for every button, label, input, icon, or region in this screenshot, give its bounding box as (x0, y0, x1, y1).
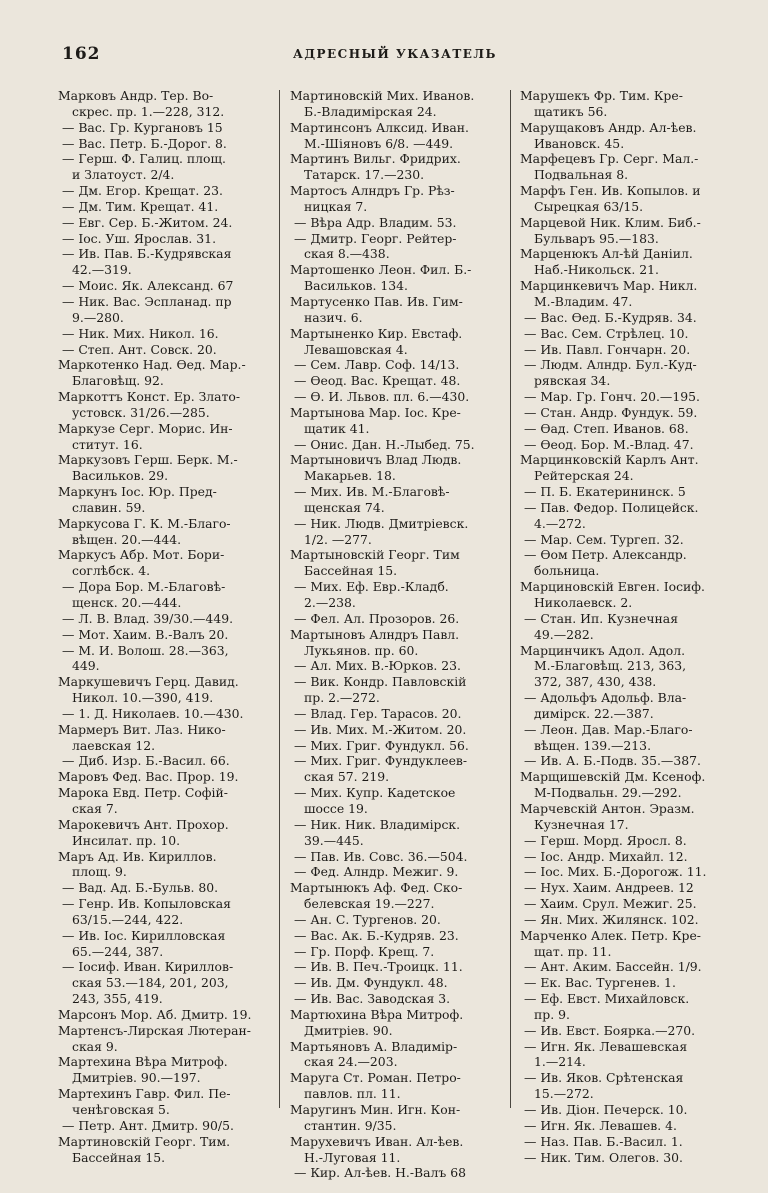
directory-entry-continuation: пр. 2.—272. (304, 690, 380, 706)
directory-entry-continuation: ницкая 7. (304, 198, 368, 214)
directory-entry: Мартюхина Вѣра Митроф. (290, 1006, 464, 1022)
directory-entry-continuation: вѣщен. 139.—213. (534, 737, 652, 753)
directory-entry: Маркунъ Іос. Юр. Пред- (58, 484, 217, 500)
directory-subentry: — 1. Д. Николаев. 10.—430. (62, 705, 244, 721)
directory-subentry: — Вад. Ад. Б.-Бульв. 80. (62, 880, 219, 896)
directory-entry-continuation: М.-Благовѣщ. 213, 363, (534, 658, 687, 674)
directory-entry: Маркузовъ Герш. Берк. М.- (58, 452, 238, 468)
directory-entry: Мартошенко Леон. Фил. Б.- (290, 262, 472, 278)
directory-entry-continuation: 1.—214. (534, 1054, 586, 1070)
directory-entry-continuation: 449. (72, 658, 100, 674)
directory-entry: Мармеръ Вит. Лаз. Нико- (58, 721, 226, 737)
directory-entry-continuation: Васильков. 134. (304, 278, 408, 294)
directory-subentry: — Хаим. Срул. Межиг. 25. (524, 896, 697, 912)
directory-subentry: — Ан. С. Тургенов. 20. (294, 911, 441, 927)
directory-subentry: — Кир. Ал-ѣев. Н.-Валъ 68 (294, 1165, 466, 1181)
directory-entry-continuation: Макарьев. 18. (304, 468, 396, 484)
directory-entry: Маркотенко Над. Өед. Мар.- (58, 357, 246, 373)
directory-subentry: — Леон. Дав. Мар.-Благо- (524, 721, 693, 737)
directory-entry: Марокевичъ Ант. Прохор. (58, 816, 229, 832)
directory-subentry: — Вѣра Адр. Владим. 53. (294, 214, 457, 230)
directory-subentry: — Өеод. Бор. М.-Влад. 47. (524, 436, 694, 452)
directory-subentry: — Мих. Григ. Фундуклеев- (294, 753, 468, 769)
directory-subentry: — Л. В. Влад. 39/30.—449. (62, 610, 234, 626)
directory-subentry: — Вас. Өед. Б.-Кудряв. 34. (524, 309, 697, 325)
directory-entry-continuation: 9.—280. (72, 309, 124, 325)
directory-entry-continuation: ская 9. (72, 1038, 118, 1054)
directory-subentry: — Ив. В. Печ.-Троицк. 11. (294, 959, 463, 975)
directory-subentry: — Ив. А. Б.-Подв. 35.—387. (524, 753, 701, 769)
directory-subentry: — Ник. Вас. Эспланад. пр (62, 293, 232, 309)
directory-subentry: — Ив. Вас. Заводская 3. (294, 991, 451, 1007)
directory-entry: Марцинчикъ Адол. Адол. (520, 642, 686, 658)
directory-entry: Марцинковскій Карлъ Ант. (520, 452, 699, 468)
directory-subentry: — Евг. Сер. Б.-Житом. 24. (62, 214, 233, 230)
directory-entry: Маругинъ Мин. Игн. Кон- (290, 1102, 461, 1117)
directory-subentry: — Ник. Людв. Дмитріевск. (294, 515, 469, 531)
directory-subentry: — Ал. Мих. В.-Юрков. 23. (294, 658, 461, 674)
directory-entry-continuation: Благовѣщ. 92. (72, 373, 164, 389)
directory-entry-continuation: ская 24.—203. (304, 1054, 398, 1070)
directory-subentry: — Сем. Лавр. Соф. 14/13. (294, 357, 460, 373)
directory-subentry: — Дм. Егор. Крещат. 23. (62, 183, 223, 199)
directory-subentry: — Ив. Іос. Кирилловская (62, 927, 226, 943)
directory-subentry: — Ив. Мих. М.-Житом. 20. (294, 721, 467, 737)
directory-subentry: — Өеод. Вас. Крещат. 48. (294, 373, 461, 389)
directory-subentry: — Дмитр. Георг. Рейтер- (294, 230, 457, 246)
directory-entry: Мартиновскій Мих. Иванов. (290, 88, 475, 103)
directory-columns (58, 88, 738, 1181)
directory-entry-continuation: Дмитріев. 90. (304, 1022, 393, 1038)
directory-subentry: — Ө. И. Львов. пл. 6.—430. (294, 389, 470, 405)
directory-entry-continuation: Николаевск. 2. (534, 595, 633, 610)
directory-subentry: — Пав. Федор. Полицейск. (524, 499, 699, 515)
directory-entry-continuation: больница. (534, 563, 600, 579)
directory-entry-continuation: вѣщен. 20.—444. (72, 531, 182, 547)
directory-entry-continuation: назич. 6. (304, 309, 363, 325)
directory-entry-continuation: и Златоуст. 2/4. (72, 167, 175, 183)
column-3 (520, 88, 732, 1165)
directory-subentry: — Фел. Ал. Прозоров. 26. (294, 610, 460, 626)
directory-entry-continuation: 39.—445. (304, 832, 364, 848)
directory-subentry: — Фед. Алндр. Межиг. 9. (294, 864, 459, 880)
directory-subentry: — Мих. Еф. Евр.-Кладб. (294, 579, 449, 595)
directory-subentry: — Мар. Сем. Тургеп. 32. (524, 531, 684, 547)
directory-subentry: — Іос. Андр. Михайл. 12. (524, 848, 688, 864)
directory-entry-continuation: щатикъ 56. (534, 103, 608, 119)
directory-subentry: — Ант. Аким. Бассейн. 1/9. (524, 959, 702, 975)
directory-subentry: — Людм. Алндр. Бул.-Куд- (524, 357, 697, 373)
directory-subentry: — Ив. Павл. Гончарн. 20. (524, 341, 691, 357)
directory-entry: Маруга Ст. Роман. Петро- (290, 1070, 461, 1086)
directory-subentry: — Мих. Купр. Кадетское (294, 785, 456, 801)
directory-entry-continuation: щенск. 20.—444. (72, 595, 182, 610)
directory-subentry: — Дора Бор. М.-Благовѣ- (62, 579, 226, 595)
directory-entry-continuation: соглѣбск. 4. (72, 563, 151, 579)
directory-entry: Марщишевскій Дм. Ксеноф. (520, 769, 706, 785)
directory-entry: Мартыненко Кир. Евстаф. (290, 325, 463, 341)
directory-subentry: — П. Б. Екатерининск. 5 (524, 484, 686, 500)
directory-entry-continuation: 63/15.—244, 422. (72, 911, 184, 927)
directory-entry: Мартыновъ Алндръ Павл. (290, 626, 460, 642)
directory-subentry: — Вас. Сем. Стрѣлец. 10. (524, 325, 689, 341)
directory-entry-continuation: ская 53.—184, 201, 203, (72, 975, 229, 991)
directory-entry-continuation: Кузнечная 17. (534, 816, 629, 832)
directory-entry-continuation: шоссе 19. (304, 800, 368, 816)
directory-entry-continuation: Н.-Луговая 11. (304, 1149, 401, 1165)
directory-entry: Маркоттъ Конст. Ер. Злато- (58, 389, 241, 405)
directory-entry: Марценюкъ Ал-ѣй Данiил. (520, 246, 693, 262)
directory-entry: Марфъ Ген. Ив. Копылов. и (520, 183, 701, 199)
directory-entry-continuation: Васильков. 29. (72, 468, 169, 484)
directory-entry-continuation: лаевская 12. (72, 737, 156, 753)
directory-entry-continuation: ская 8.—438. (304, 246, 390, 262)
directory-entry: Мартехинъ Гавр. Фил. Пе- (58, 1086, 231, 1102)
directory-entry-continuation: 2.—238. (304, 595, 356, 610)
directory-subentry: — Мих. Ив. М.-Благовѣ- (294, 484, 450, 500)
directory-entry-continuation: павлов. пл. 11. (304, 1086, 401, 1102)
directory-subentry: — Ек. Вас. Тургенев. 1. (524, 975, 676, 991)
directory-subentry: — Нух. Хаим. Андреев. 12 (524, 880, 694, 896)
directory-entry: Марцевой Ник. Клим. Биб.- (520, 214, 701, 230)
directory-entry-continuation: белевская 19.—227. (304, 896, 435, 912)
directory-subentry: — Герш. Морд. Яросл. 8. (524, 832, 687, 848)
directory-subentry: — Іос. Уш. Ярослав. 31. (62, 230, 217, 246)
directory-subentry: — Стан. Андр. Фундук. 59. (524, 404, 698, 420)
directory-entry: Мартенсъ-Лирская Лютеран- (58, 1022, 251, 1038)
directory-entry-continuation: димірск. 22.—387. (534, 705, 654, 721)
directory-subentry: — Генр. Ив. Копыловская (62, 896, 231, 912)
directory-subentry: — Гр. Порф. Крещ. 7. (294, 943, 435, 959)
directory-entry: Марчевскій Антон. Эразм. (520, 800, 695, 816)
directory-entry-continuation: ская 57. 219. (304, 769, 390, 785)
directory-entry-continuation: щатик 41. (304, 420, 370, 436)
directory-subentry: — Онис. Дан. Н.-Лыбед. 75. (294, 436, 475, 452)
directory-subentry: — Степ. Ант. Совск. 20. (62, 341, 217, 357)
directory-subentry: — Іосиф. Иван. Кириллов- (62, 959, 234, 975)
directory-subentry: — Ив. Дм. Фундукл. 48. (294, 975, 448, 991)
directory-entry-continuation: площ. 9. (72, 864, 127, 880)
directory-entry-continuation: М-Подвальн. 29.—292. (534, 785, 682, 801)
directory-entry-continuation: 4.—272. (534, 515, 586, 531)
directory-subentry: — Моис. Як. Александ. 67 (62, 278, 234, 294)
directory-entry-continuation: Подвальная 8. (534, 167, 629, 183)
directory-entry: Марцинкевичъ Мар. Никл. (520, 278, 698, 294)
directory-entry-continuation: стантин. 9/35. (304, 1117, 397, 1133)
directory-subentry: — Мих. Григ. Фундукл. 56. (294, 737, 469, 753)
directory-entry: Мартинсонъ Алксид. Иван. (290, 119, 469, 135)
column-2 (290, 88, 502, 1181)
directory-entry-continuation: 49.—282. (534, 626, 594, 642)
directory-entry: Марущаковъ Андр. Ал-ѣев. (520, 119, 697, 135)
directory-entry: Мартынюкъ Аф. Фед. Ско- (290, 880, 463, 896)
directory-subentry: — Вас. Гр. Кургановъ 15 (62, 119, 223, 135)
directory-entry-continuation: Наб.-Никольск. 21. (534, 262, 659, 278)
directory-entry-continuation: славин. 59. (72, 499, 146, 515)
directory-entry-continuation: Инсилат. пр. 10. (72, 832, 181, 848)
directory-entry-continuation: Рейтерская 24. (534, 468, 634, 484)
directory-entry-continuation: Никол. 10.—390, 419. (72, 690, 214, 706)
page-number: 162 (62, 44, 101, 64)
directory-entry: Маркузе Серг. Морис. Ин- (58, 420, 233, 436)
directory-subentry: — Игн. Як. Левашев. 4. (524, 1117, 677, 1133)
directory-entry-continuation: Левашовская 4. (304, 341, 408, 357)
directory-subentry: — Пав. Ив. Совс. 36.—504. (294, 848, 468, 864)
directory-subentry: — Ив. Евст. Боярка.—270. (524, 1022, 696, 1038)
directory-subentry: — Игн. Як. Левашевская (524, 1038, 688, 1054)
page-header (62, 44, 728, 66)
directory-subentry: — Іос. Мих. Б.-Дорогож. 11. (524, 864, 707, 880)
directory-entry: Мартыновичъ Влад Людв. (290, 452, 462, 468)
column-1 (58, 88, 270, 1165)
directory-subentry: — Влад. Гер. Тарасов. 20. (294, 705, 462, 721)
directory-entry-continuation: ская 7. (72, 800, 118, 816)
directory-entry-continuation: Лукьянов. пр. 60. (304, 642, 419, 658)
directory-entry-continuation: щенская 74. (304, 499, 385, 515)
directory-entry-continuation: 1/2. —277. (304, 531, 372, 547)
directory-entry: Мартынова Мар. Іос. Кре- (290, 404, 461, 420)
directory-entry-continuation: щат. пр. 11. (534, 943, 612, 959)
directory-entry: Марухевичъ Иван. Ал-ѣев. (290, 1133, 464, 1149)
directory-subentry: — Вик. Кондр. Павловскій (294, 674, 467, 690)
directory-entry: Марфецевъ Гр. Серг. Мал.- (520, 151, 699, 167)
directory-subentry: — Мот. Хаим. В.-Валъ 20. (62, 626, 229, 642)
directory-subentry: — Ник. Мих. Никол. 16. (62, 325, 219, 341)
directory-subentry: — Дм. Тим. Крещат. 41. (62, 198, 219, 214)
directory-entry: Маркушевичъ Герц. Давид. (58, 674, 239, 690)
directory-subentry: — Вас. Ак. Б.-Кудряв. 23. (294, 927, 459, 943)
directory-subentry: — Мар. Гр. Гонч. 20.—195. (524, 389, 700, 405)
directory-entry: Мартинъ Вильг. Фридрих. (290, 151, 461, 167)
column-divider (510, 90, 511, 1108)
directory-entry: Марсонъ Мор. Аб. Дмитр. 19. (58, 1006, 252, 1022)
directory-entry-continuation: 65.—244, 387. (72, 943, 164, 959)
directory-entry: Мартиновскій Георг. Тим. (58, 1133, 231, 1149)
directory-subentry: — Наз. Пав. Б.-Васил. 1. (524, 1133, 683, 1149)
directory-entry-continuation: Бассейная 15. (72, 1149, 166, 1165)
directory-entry-continuation: М.-Шіяновъ 6/8. —449. (304, 135, 454, 151)
directory-subentry: — Өад. Степ. Иванов. 68. (524, 420, 689, 436)
directory-entry: Марушекъ Фр. Тим. Кре- (520, 88, 683, 103)
directory-entry: Мартыновскій Георг. Тим (290, 547, 460, 563)
directory-subentry: — Өом Петр. Александр. (524, 547, 687, 563)
directory-subentry: — Ник. Тим. Олегов. 30. (524, 1149, 683, 1165)
directory-entry-continuation: Б.-Владимірская 24. (304, 103, 437, 119)
directory-entry: Марциновскій Евген. Іосиф. (520, 579, 705, 595)
directory-entry-continuation: Бассейная 15. (304, 563, 398, 579)
directory-entry: Мартьяновъ А. Владимір- (290, 1038, 458, 1054)
directory-entry-continuation: ченѣговская 5. (72, 1102, 170, 1117)
directory-entry: Мартосъ Алндръ Гр. Рѣз- (290, 183, 455, 199)
directory-entry-continuation: М.-Владим. 47. (534, 293, 633, 309)
directory-subentry: — Ян. Мих. Жилянск. 102. (524, 911, 699, 927)
directory-subentry: — Вас. Петр. Б.-Дорог. 8. (62, 135, 227, 151)
directory-subentry: — Ник. Ник. Владимірск. (294, 816, 461, 832)
column-divider (279, 90, 280, 1108)
directory-entry-continuation: 15.—272. (534, 1086, 594, 1102)
directory-subentry: — Герш. Ф. Галиц. площ. (62, 151, 226, 167)
directory-entry-continuation: Сырецкая 63/15. (534, 198, 644, 214)
directory-entry-continuation: устовск. 31/26.—285. (72, 404, 210, 420)
directory-entry-continuation: Ивановск. 45. (534, 135, 625, 151)
directory-subentry: — М. И. Волош. 28.—363, (62, 642, 229, 658)
directory-entry: Маркусъ Абр. Мот. Бори- (58, 547, 225, 563)
directory-entry: Мартехина Вѣра Митроф. (58, 1054, 228, 1070)
directory-entry: Маровъ Фед. Вас. Прор. 19. (58, 769, 239, 785)
directory-entry: Марока Евд. Петр. Софій- (58, 785, 228, 801)
directory-entry: Марковъ Андр. Тер. Во- (58, 88, 214, 103)
directory-entry-continuation: 372, 387, 430, 438. (534, 674, 657, 690)
directory-subentry: — Ив. Діон. Печерск. 10. (524, 1102, 688, 1117)
directory-subentry: — Стан. Ип. Кузнечная (524, 610, 679, 626)
directory-entry-continuation: Татарск. 17.—230. (304, 167, 425, 183)
directory-entry: Марченко Алек. Петр. Кре- (520, 927, 701, 943)
directory-entry: Маркусова Г. К. М.-Благо- (58, 515, 231, 531)
directory-entry-continuation: 42.—319. (72, 262, 132, 278)
directory-entry-continuation: рявская 34. (534, 373, 611, 389)
directory-subentry: — Адольфъ Адольф. Вла- (524, 690, 687, 706)
directory-entry-continuation: Дмитріев. 90.—197. (72, 1070, 201, 1086)
directory-entry-continuation: ститут. 16. (72, 436, 143, 452)
directory-subentry: — Диб. Изр. Б.-Васил. 66. (62, 753, 230, 769)
running-title: АДРЕСНЫЙ УКАЗАТЕЛЬ (293, 47, 497, 61)
directory-entry-continuation: скрес. пр. 1.—228, 312. (72, 103, 225, 119)
directory-entry: Маръ Ад. Ив. Кириллов. (58, 848, 217, 864)
directory-entry-continuation: 243, 355, 419. (72, 991, 163, 1007)
directory-entry-continuation: пр. 9. (534, 1006, 570, 1022)
directory-entry-continuation: Бульваръ 95.—183. (534, 230, 659, 246)
directory-subentry: — Ив. Пав. Б.-Кудрявская (62, 246, 232, 262)
directory-subentry: — Еф. Евст. Михайловск. (524, 991, 690, 1007)
directory-entry: Мартусенко Пав. Ив. Гим- (290, 293, 463, 309)
directory-subentry: — Петр. Ант. Дмитр. 90/5. (62, 1117, 234, 1133)
directory-subentry: — Ив. Яков. Срѣтенская (524, 1070, 684, 1086)
